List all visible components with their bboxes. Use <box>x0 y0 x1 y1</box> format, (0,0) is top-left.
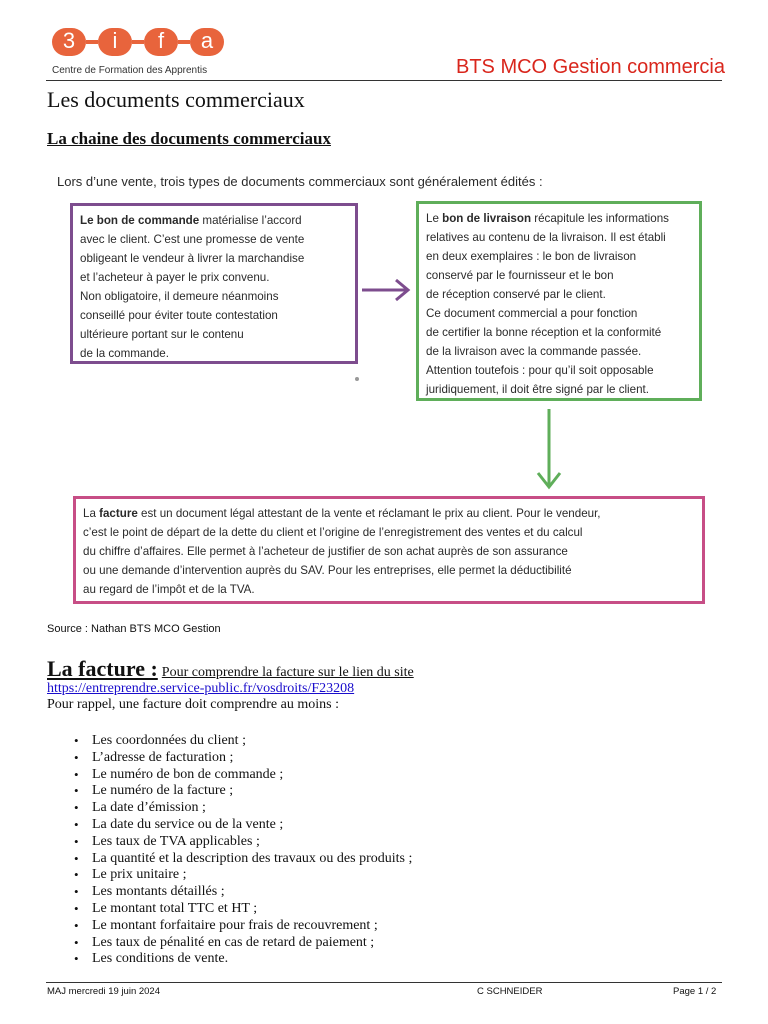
page-title: Les documents commerciaux <box>47 87 305 112</box>
footer-author: C SCHNEIDER <box>477 986 543 997</box>
logo-connector <box>132 40 144 44</box>
facture-box <box>73 496 705 604</box>
list-item: • La date du service ou de la vente ; <box>74 817 412 834</box>
footer-date: MAJ mercredi 19 juin 2024 <box>47 986 160 997</box>
list-item: • Le numéro de la facture ; <box>74 783 412 800</box>
header-divider <box>46 80 722 81</box>
logo-connector <box>178 40 190 44</box>
list-item: • Les montants détaillés ; <box>74 884 412 901</box>
list-item: • Les taux de pénalité en cas de retard de paiement ; <box>74 935 412 952</box>
box-line: de réception conservé par le client. <box>426 288 606 301</box>
term: facture <box>99 507 138 520</box>
box-line: de la commande. <box>80 347 169 360</box>
footer-divider <box>46 982 722 983</box>
list-item: • La date d’émission ; <box>74 800 412 817</box>
service-public-link[interactable]: https://entreprendre.service-public.fr/vosdroits/F23208 <box>47 681 355 696</box>
box-line: c’est le point de départ de la dette du client et l’origine de l’enregistrement des ventes et du calcul <box>83 526 583 539</box>
box-line: Ce document commercial a pour fonction <box>426 307 638 320</box>
logo-letter-i: i <box>98 28 132 56</box>
header-title: BTS MCO Gestion commercia <box>456 56 725 78</box>
footer-page-number: Page 1 / 2 <box>673 986 717 997</box>
cfa-logo <box>52 28 232 78</box>
box-line: de la livraison avec la commande passée. <box>426 345 642 358</box>
source-note: Source : Nathan BTS MCO Gestion <box>47 623 221 635</box>
logo-letter-3: 3 <box>52 28 86 56</box>
box-line: et l’acheteur à payer le prix convenu. <box>80 271 270 284</box>
box-line: en deux exemplaires : le bon de livraison <box>426 250 637 263</box>
list-item: • Les conditions de vente. <box>74 951 412 968</box>
box-line: Le bon de livraison récapitule les informations <box>426 212 669 225</box>
box-line: relatives au contenu de la livraison. Il est établi <box>426 231 666 244</box>
figure-intro: Lors d’une vente, trois types de documents commerciaux sont généralement édités : <box>57 174 543 189</box>
facture-intro: Pour comprendre la facture sur le lien du site <box>161 665 414 680</box>
arrow-down-icon <box>534 409 564 491</box>
box-line: ou une demande d’intervention auprès du SAV. Pour les entreprises, elle permet la déductibilité <box>83 564 572 577</box>
section-title: La chaine des documents commerciaux <box>47 129 331 148</box>
scan-speck <box>355 377 359 381</box>
box-line: conservé par le fournisseur et le bon <box>426 269 614 282</box>
facture-heading-line <box>47 656 414 682</box>
box-line: de certifier la bonne réception et la conformité <box>426 326 662 339</box>
documents-chain-figure <box>40 165 720 610</box>
box-line: au regard de l’impôt et de la TVA. <box>83 583 255 596</box>
box-line: du chiffre d’affaires. Elle permet à l’acheteur de justifier de son achat auprès de son assurance <box>83 545 568 558</box>
term: bon de livraison <box>442 212 532 225</box>
box-line: avec le client. C’est une promesse de vente <box>80 233 305 246</box>
box-line: Le bon de commande matérialise l’accord <box>80 214 302 227</box>
box-line: juridiquement, il doit être signé par le client. <box>426 383 649 396</box>
logo-letter-a: a <box>190 28 224 56</box>
term: Le bon de commande <box>80 214 200 227</box>
list-item: • Les taux de TVA applicables ; <box>74 834 412 851</box>
bon-de-livraison-box <box>416 201 702 401</box>
box-line: conseillé pour éviter toute contestation <box>80 309 278 322</box>
box-line: obligeant le vendeur à livrer la marchandise <box>80 252 305 265</box>
list-item: • La quantité et la description des travaux ou des produits ; <box>74 851 412 868</box>
box-line: Attention toutefois : pour qu’il soit opposable <box>426 364 654 377</box>
arrow-right-icon <box>362 275 412 305</box>
facture-requirements-list <box>74 733 412 968</box>
logo-letters <box>52 28 224 56</box>
bon-de-commande-box <box>70 203 358 364</box>
list-item: • Les coordonnées du client ; <box>74 733 412 750</box>
logo-subtitle: Centre de Formation des Apprentis <box>52 65 208 76</box>
facture-heading: La facture : <box>47 656 158 681</box>
logo-letter-f: f <box>144 28 178 56</box>
list-item: • Le montant total TTC et HT ; <box>74 901 412 918</box>
list-item: • L’adresse de facturation ; <box>74 750 412 767</box>
box-line: Non obligatoire, il demeure néanmoins <box>80 290 279 303</box>
list-item: • Le numéro de bon de commande ; <box>74 767 412 784</box>
rappel-text: Pour rappel, une facture doit comprendre au moins : <box>47 697 339 712</box>
box-line: ultérieure portant sur le contenu <box>80 328 244 341</box>
list-item: • Le montant forfaitaire pour frais de recouvrement ; <box>74 918 412 935</box>
logo-connector <box>86 40 98 44</box>
list-item: • Le prix unitaire ; <box>74 867 412 884</box>
box-line: La facture est un document légal attestant de la vente et réclamant le prix au client. Pour le vendeur, <box>83 507 601 520</box>
